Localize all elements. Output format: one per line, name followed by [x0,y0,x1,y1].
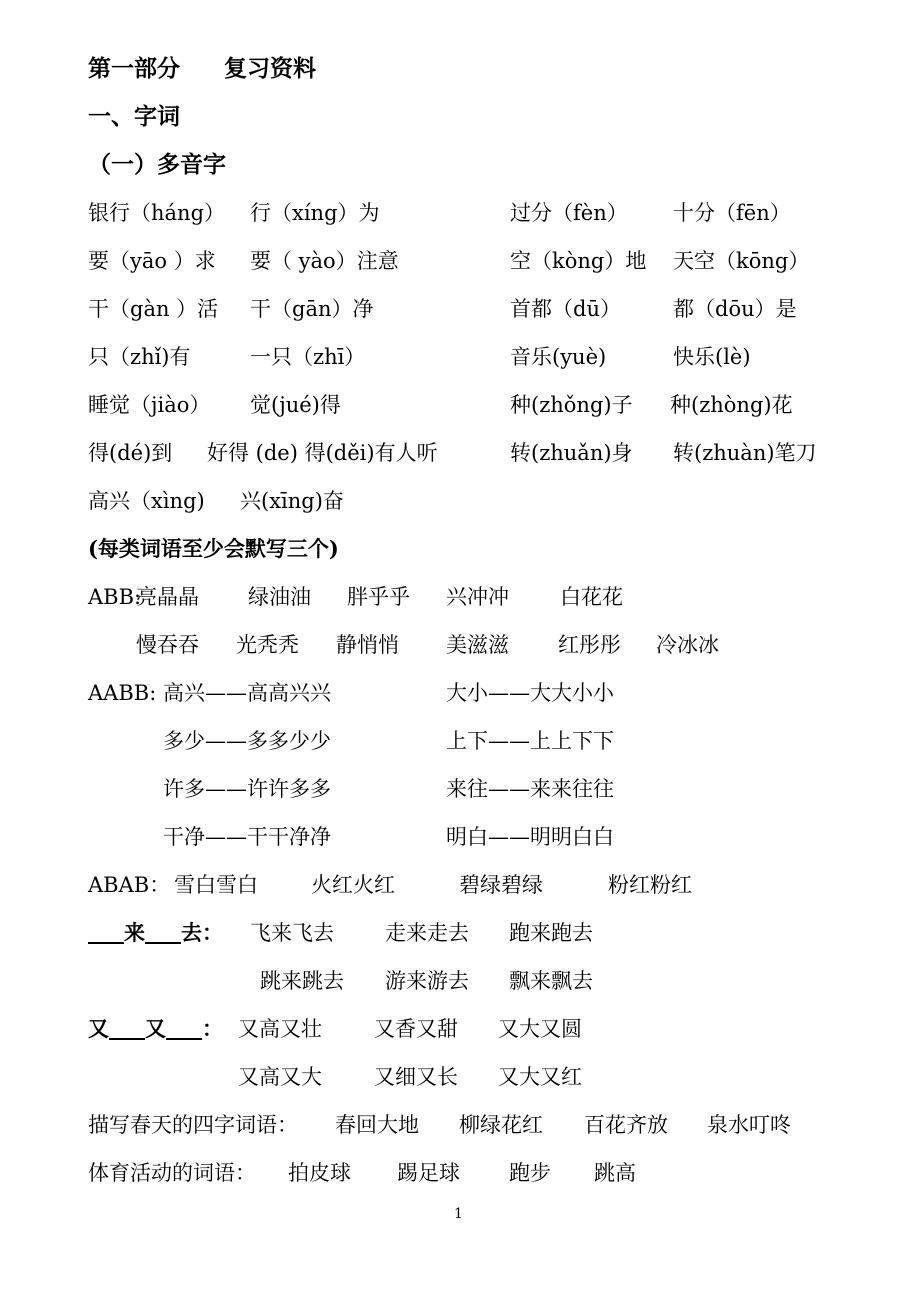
aabb-row [0,817,920,857]
word-item: 白花花 [560,585,623,609]
spring-row [0,1105,920,1145]
word-item: 飘来飘去 [509,969,593,993]
subsection-heading [0,145,920,185]
section-title: 一、字词 [88,103,180,130]
word-item: 来往——来来往往 [446,777,614,801]
you-row [0,1057,920,1097]
aabb-label: AABB: [88,681,157,705]
instruction-note [0,529,920,569]
word-item: 明白——明明白白 [446,825,614,849]
word-item: 高兴——高高兴兴 [163,681,331,705]
polyphonic-item: 好得 (de) 得(děi)有人听 [207,441,438,465]
laiqu-label [88,913,223,953]
polyphonic-item: 干（gān）净 [250,297,374,321]
word-item: 跳来跳去 [260,969,344,993]
abb-row [0,625,920,665]
laiqu-label-b: 去： [181,920,223,945]
word-item: 跑步 [509,1161,551,1185]
word-item: 干净——干干净净 [163,825,331,849]
polyphonic-row [0,481,920,521]
word-item: 又高又大 [238,1065,322,1089]
polyphonic-item: 兴(xīng)奋 [240,489,344,513]
word-item: 上下——上上下下 [446,729,614,753]
polyphonic-item: 转(zhuàn)笔刀 [673,441,817,465]
polyphonic-item: 要（ yào）注意 [250,249,399,273]
polyphonic-item: 种(zhǒng)子 [510,393,633,417]
polyphonic-item: 过分（fèn） [510,201,628,225]
word-item: 拍皮球 [288,1161,351,1185]
word-item: 亮晶晶 [136,585,199,609]
polyphonic-row [0,289,920,329]
polyphonic-item: 要（yāo ）求 [88,249,216,273]
polyphonic-item: 得(dé)到 [88,441,173,465]
polyphonic-item: 快乐(lè) [673,345,751,369]
word-item: 粉红粉红 [608,873,692,897]
part-title: 复习资料 [224,55,316,82]
word-item: 绿油油 [248,585,311,609]
polyphonic-item: 觉(jué)得 [250,393,341,417]
polyphonic-item: 干（gàn ）活 [88,297,219,321]
you-label-b: 又 [145,1016,166,1041]
polyphonic-row [0,385,920,425]
abb-row [0,577,920,617]
laiqu-row [0,961,920,1001]
aabb-row [0,769,920,809]
word-item: 跳高 [594,1161,636,1185]
word-item: 又细又长 [374,1065,458,1089]
aabb-row [0,721,920,761]
polyphonic-item: 首都（dū） [510,297,621,321]
section-heading [0,97,920,137]
polyphonic-item: 银行（háng） [88,201,226,225]
word-item: 雪白雪白 [174,873,258,897]
word-item: 跑来跑去 [509,921,593,945]
polyphonic-item: 天空（kōng） [673,249,810,273]
fill-blank [109,1014,145,1040]
word-item: 百花齐放 [584,1113,668,1137]
word-item: 春回大地 [335,1113,419,1137]
word-item: 美滋滋 [446,633,509,657]
polyphonic-row [0,241,920,281]
word-item: 踢足球 [397,1161,460,1185]
polyphonic-item: 种(zhòng)花 [670,393,793,417]
you-label-c: ： [202,1016,223,1041]
word-item: 兴冲冲 [446,585,509,609]
word-item: 光秃秃 [236,633,299,657]
word-item: 柳绿花红 [459,1113,543,1137]
you-label-a: 又 [88,1016,109,1041]
word-item: 胖乎乎 [347,585,410,609]
word-item: 冷冰冰 [656,633,719,657]
you-label [88,1009,223,1049]
polyphonic-item: 行（xíng）为 [250,201,380,225]
word-item: 泉水叮咚 [707,1113,791,1137]
polyphonic-row [0,433,920,473]
word-item: 又香又甜 [374,1017,458,1041]
abb-label: ABB: [88,585,142,609]
word-item: 又大又红 [498,1065,582,1089]
polyphonic-item: 只（zhǐ)有 [88,345,191,369]
word-item: 红彤彤 [558,633,621,657]
aabb-row [0,673,920,713]
laiqu-row [0,913,920,953]
polyphonic-row [0,337,920,377]
word-item: 游来游去 [385,969,469,993]
polyphonic-item: 转(zhuǎn)身 [510,441,633,465]
subsection-title: （一）多音字 [88,151,226,178]
word-item: 飞来飞去 [250,921,334,945]
page-number: 1 [454,1206,463,1222]
spring-label: 描写春天的四字词语： [88,1113,298,1137]
word-item: 多少——多多少少 [163,729,331,753]
fill-blank [145,918,181,944]
you-row [0,1009,920,1049]
polyphonic-item: 都（dōu）是 [673,297,797,321]
word-item: 又高又壮 [238,1017,322,1041]
polyphonic-item: 十分（fēn） [673,201,791,225]
polyphonic-item: 一只（zhī） [250,345,366,369]
word-item: 大小——大大小小 [446,681,614,705]
fill-blank [166,1014,202,1040]
polyphonic-item: 睡觉（jiào） [88,393,211,417]
fill-blank [88,918,124,944]
abab-row [0,865,920,905]
polyphonic-row [0,193,920,233]
word-item: 火红火红 [311,873,395,897]
sports-label: 体育活动的词语： [88,1161,256,1185]
laiqu-label-a: 来 [124,920,145,945]
word-item: 静悄悄 [336,633,399,657]
note-text: (每类词语至少会默写三个) [88,536,339,561]
part-heading [0,49,920,89]
word-item: 碧绿碧绿 [459,873,543,897]
word-item: 又大又圆 [498,1017,582,1041]
polyphonic-item: 高兴（xìng) [88,489,205,513]
polyphonic-item: 音乐(yuè) [510,345,607,369]
word-item: 慢吞吞 [136,633,199,657]
word-item: 走来走去 [385,921,469,945]
sports-row [0,1153,920,1193]
abab-label: ABAB： [88,873,171,897]
part-label: 第一部分 [88,55,180,82]
word-item: 许多——许许多多 [163,777,331,801]
polyphonic-item: 空（kòng）地 [510,249,647,273]
